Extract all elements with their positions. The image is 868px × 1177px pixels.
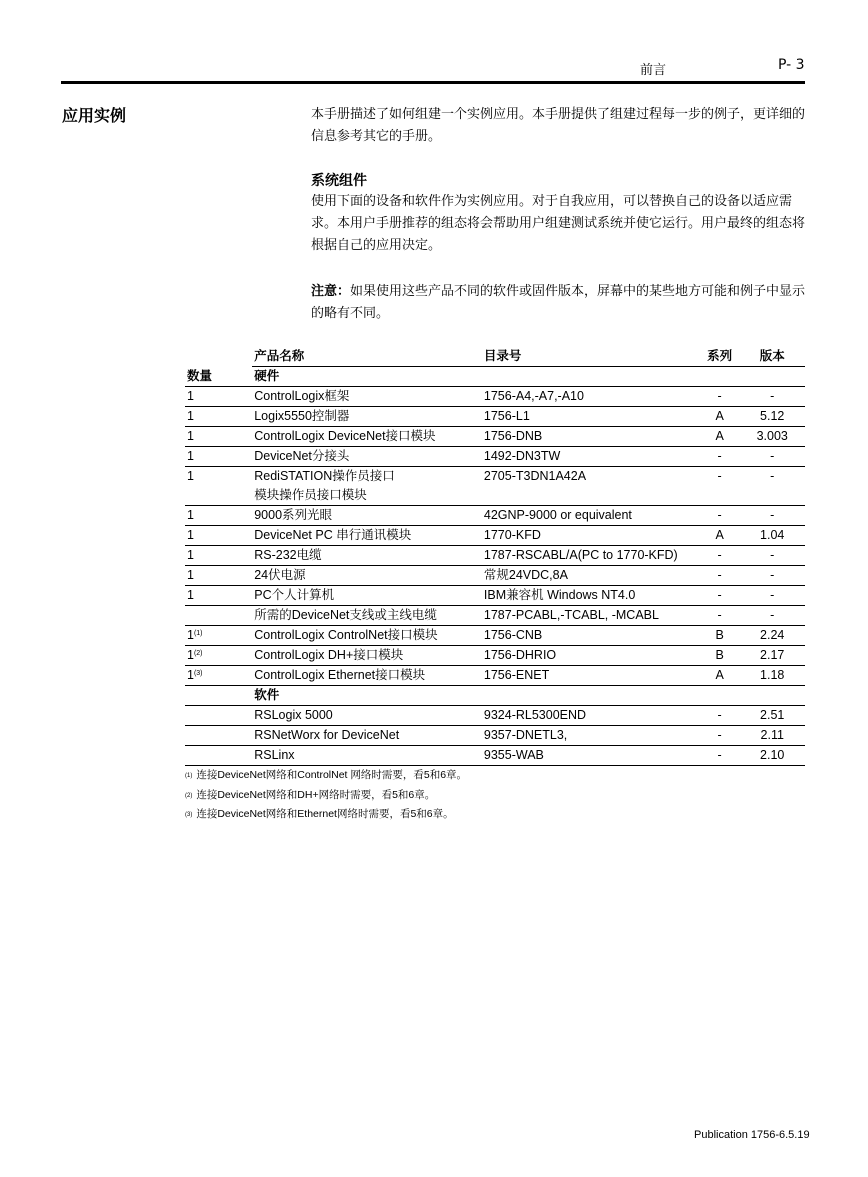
qty-value: 1 <box>187 429 194 443</box>
version-cell: - <box>739 467 805 506</box>
product-name-cell <box>252 566 482 586</box>
table-row <box>185 407 805 427</box>
product-name-cell <box>252 606 482 626</box>
series-cell: B <box>700 626 740 646</box>
series-cell: - <box>700 586 740 606</box>
series-cell: A <box>700 666 740 686</box>
table-row <box>185 546 805 566</box>
qty-value: 1 <box>187 668 194 682</box>
col-version-header: 版本 <box>739 347 805 367</box>
table-row <box>185 427 805 447</box>
qty-value: 1 <box>187 648 194 662</box>
table-row <box>185 586 805 606</box>
table-row <box>185 606 805 626</box>
footnote-text: 连接DeviceNet网络和DH+网络时需要，看5和6章。 <box>196 788 436 801</box>
catalog-cell: 9357-DNETL3, <box>482 726 700 746</box>
product-name-cell <box>252 586 482 606</box>
footnote <box>185 786 467 806</box>
table-row <box>185 746 805 766</box>
product-name: RediSTATION操作员接口 <box>254 469 395 483</box>
qty-cell <box>185 546 252 566</box>
product-name-cell <box>252 467 482 506</box>
qty-cell <box>185 526 252 546</box>
product-name-cell <box>252 506 482 526</box>
footnote-mark: (3) <box>185 812 193 818</box>
note-text: 如果使用这些产品不同的软件或固件版本，屏幕中的某些地方可能和例子中显示的略有不同。 <box>311 284 806 321</box>
note-label: 注意： <box>311 284 351 299</box>
product-name: 9000系列光眼 <box>254 508 333 522</box>
version-cell: 3.003 <box>739 427 805 447</box>
software-label: 软件 <box>252 686 482 706</box>
col-qty-header: 数量 <box>185 367 252 387</box>
version-cell: - <box>739 566 805 586</box>
product-name-cell <box>252 626 482 646</box>
footnote <box>185 766 467 786</box>
qty-value: 1 <box>187 528 194 542</box>
series-cell: - <box>700 506 740 526</box>
qty-cell <box>185 726 252 746</box>
table-row <box>185 646 805 666</box>
qty-value: 1 <box>187 588 194 602</box>
software-group-row <box>185 686 805 706</box>
series-cell: - <box>700 447 740 467</box>
version-cell: - <box>739 546 805 566</box>
footnote-text: 连接DeviceNet网络和Ethernet网络时需要，看5和6章。 <box>196 808 454 820</box>
qty-cell <box>185 586 252 606</box>
qty-value: 1 <box>187 568 194 582</box>
catalog-cell: 1756-DNB <box>482 427 700 447</box>
series-cell: B <box>700 646 740 666</box>
table-header-row <box>185 347 805 367</box>
table-row <box>185 626 805 646</box>
catalog-cell: 1756-L1 <box>482 407 700 427</box>
catalog-cell: 1787-RSCABL/A(PC to 1770-KFD) <box>482 546 700 566</box>
catalog-cell: 常规24VDC,8A <box>482 566 700 586</box>
catalog-cell: 1770-KFD <box>482 526 700 546</box>
footnote-text: 连接DeviceNet网络和ControlNet 网络时需要，看5和6章。 <box>196 769 468 781</box>
qty-value: 1 <box>187 389 194 403</box>
product-name: 24伏电源 <box>254 568 306 582</box>
table-row <box>185 726 805 746</box>
product-name: ControlLogix ControlNet接口模块 <box>254 628 438 642</box>
series-cell: A <box>700 407 740 427</box>
version-cell: 5.12 <box>739 407 805 427</box>
table-row <box>185 566 805 586</box>
catalog-cell: 1756-A4,-A7,-A10 <box>482 387 700 407</box>
product-name: ControlLogix DH+接口模块 <box>254 648 404 662</box>
version-cell: 2.11 <box>739 726 805 746</box>
qty-cell <box>185 407 252 427</box>
publication-number: Publication 1756-6.5.19 <box>694 1129 810 1141</box>
qty-cell <box>185 666 252 686</box>
header-rule <box>61 81 805 84</box>
footnote-mark: (1) <box>185 773 193 779</box>
footnote <box>185 805 467 825</box>
version-cell: 2.24 <box>739 626 805 646</box>
qty-value: 1 <box>187 409 194 423</box>
version-cell: - <box>739 447 805 467</box>
intro-paragraph: 本手册描述了如何组建一个实例应用。本手册提供了组建过程每一步的例子，更详细的信息参考其它的手册。 <box>311 107 806 144</box>
col-catalog-header: 目录号 <box>482 347 700 367</box>
product-name-continued: 模块操作员接口模块 <box>254 488 367 502</box>
product-name: ControlLogix Ethernet接口模块 <box>254 668 426 682</box>
qty-value: 1 <box>187 508 194 522</box>
qty-cell <box>185 447 252 467</box>
version-cell: 2.17 <box>739 646 805 666</box>
product-name-cell <box>252 526 482 546</box>
version-cell: 2.10 <box>739 746 805 766</box>
version-cell: - <box>739 586 805 606</box>
version-cell: - <box>739 506 805 526</box>
product-name: ControlLogix框架 <box>254 389 350 403</box>
components-heading: 系统组件 <box>311 173 367 189</box>
version-cell: - <box>739 387 805 407</box>
col-series-header: 系列 <box>700 347 740 367</box>
catalog-cell: 1756-CNB <box>482 626 700 646</box>
series-cell: - <box>700 606 740 626</box>
series-cell: A <box>700 427 740 447</box>
product-name: Logix5550控制器 <box>254 409 350 423</box>
series-cell: - <box>700 726 740 746</box>
footnote-marker: (3) <box>193 670 203 677</box>
table-row <box>185 506 805 526</box>
series-cell: A <box>700 526 740 546</box>
product-name-cell: RSLinx <box>252 746 482 766</box>
product-name: 所需的DeviceNet支线或主线电缆 <box>254 608 437 622</box>
product-name-cell <box>252 646 482 666</box>
header-section-title: 前言 <box>640 63 667 78</box>
table-row <box>185 467 805 506</box>
footnotes <box>185 766 467 825</box>
product-name-cell <box>252 407 482 427</box>
qty-cell <box>185 646 252 666</box>
table-row <box>185 447 805 467</box>
empty-cell <box>739 686 805 706</box>
series-cell: - <box>700 746 740 766</box>
footnote-mark: (2) <box>185 792 193 799</box>
series-cell: - <box>700 706 740 726</box>
product-name: RS-232电缆 <box>254 548 322 562</box>
table-row <box>185 387 805 407</box>
version-cell: 2.51 <box>739 706 805 726</box>
header-page-number: P- 3 <box>778 57 805 73</box>
hardware-label: 硬件 <box>252 367 482 387</box>
product-name-cell: RSNetWorx for DeviceNet <box>252 726 482 746</box>
catalog-cell: 9355-WAB <box>482 746 700 766</box>
table-row <box>185 666 805 686</box>
qty-cell <box>185 746 252 766</box>
col-name-header: 产品名称 <box>252 347 482 367</box>
product-name-cell <box>252 387 482 407</box>
qty-value: 1 <box>187 628 194 642</box>
qty-cell <box>185 606 252 626</box>
catalog-cell: 9324-RL5300END <box>482 706 700 726</box>
qty-cell <box>185 506 252 526</box>
hardware-group-row <box>185 367 805 387</box>
product-name: ControlLogix DeviceNet接口模块 <box>254 429 436 443</box>
version-cell: - <box>739 606 805 626</box>
product-name: DeviceNet PC 串行通讯模块 <box>254 528 412 542</box>
product-name-cell <box>252 427 482 447</box>
table-row <box>185 526 805 546</box>
note-paragraph <box>311 281 807 325</box>
product-name-cell <box>252 546 482 566</box>
qty-cell <box>185 706 252 726</box>
components-table <box>185 347 805 766</box>
product-name: PC个人计算机 <box>254 588 335 602</box>
catalog-cell: 1492-DN3TW <box>482 447 700 467</box>
empty-cell <box>482 686 700 706</box>
series-cell: - <box>700 546 740 566</box>
qty-value: 1 <box>187 469 194 483</box>
product-name-cell <box>252 447 482 467</box>
qty-cell <box>185 387 252 407</box>
catalog-cell: 2705-T3DN1A42A <box>482 467 700 506</box>
product-name-cell <box>252 666 482 686</box>
version-cell: 1.18 <box>739 666 805 686</box>
series-cell: - <box>700 566 740 586</box>
series-cell: - <box>700 467 740 506</box>
qty-value: 1 <box>187 548 194 562</box>
catalog-cell: 42GNP-9000 or equivalent <box>482 506 700 526</box>
catalog-cell: IBM兼容机 Windows NT4.0 <box>482 586 700 606</box>
footnote-marker: (1) <box>193 630 203 637</box>
series-cell: - <box>700 387 740 407</box>
catalog-cell: 1756-ENET <box>482 666 700 686</box>
qty-cell <box>185 427 252 447</box>
qty-cell <box>185 626 252 646</box>
qty-cell <box>185 566 252 586</box>
table-row <box>185 706 805 726</box>
version-cell: 1.04 <box>739 526 805 546</box>
product-name-cell: RSLogix 5000 <box>252 706 482 726</box>
catalog-cell: 1787-PCABL,-TCABL, -MCABL <box>482 606 700 626</box>
qty-value: 1 <box>187 449 194 463</box>
catalog-cell: 1756-DHRIO <box>482 646 700 666</box>
empty-cell <box>185 686 252 706</box>
side-title: 应用实例 <box>62 106 127 125</box>
empty-cell <box>700 686 740 706</box>
components-paragraph: 使用下面的设备和软件作为实例应用。对于自我应用，可以替换自己的设备以适应需求。本用户手册推荐的组态将会帮助用户组建测试系统并使它运行。用户最终的组态将根据自己的应用决定。 <box>311 194 806 253</box>
footnote-marker: (2) <box>193 650 203 657</box>
product-name: DeviceNet分接头 <box>254 449 350 463</box>
qty-cell <box>185 467 252 506</box>
